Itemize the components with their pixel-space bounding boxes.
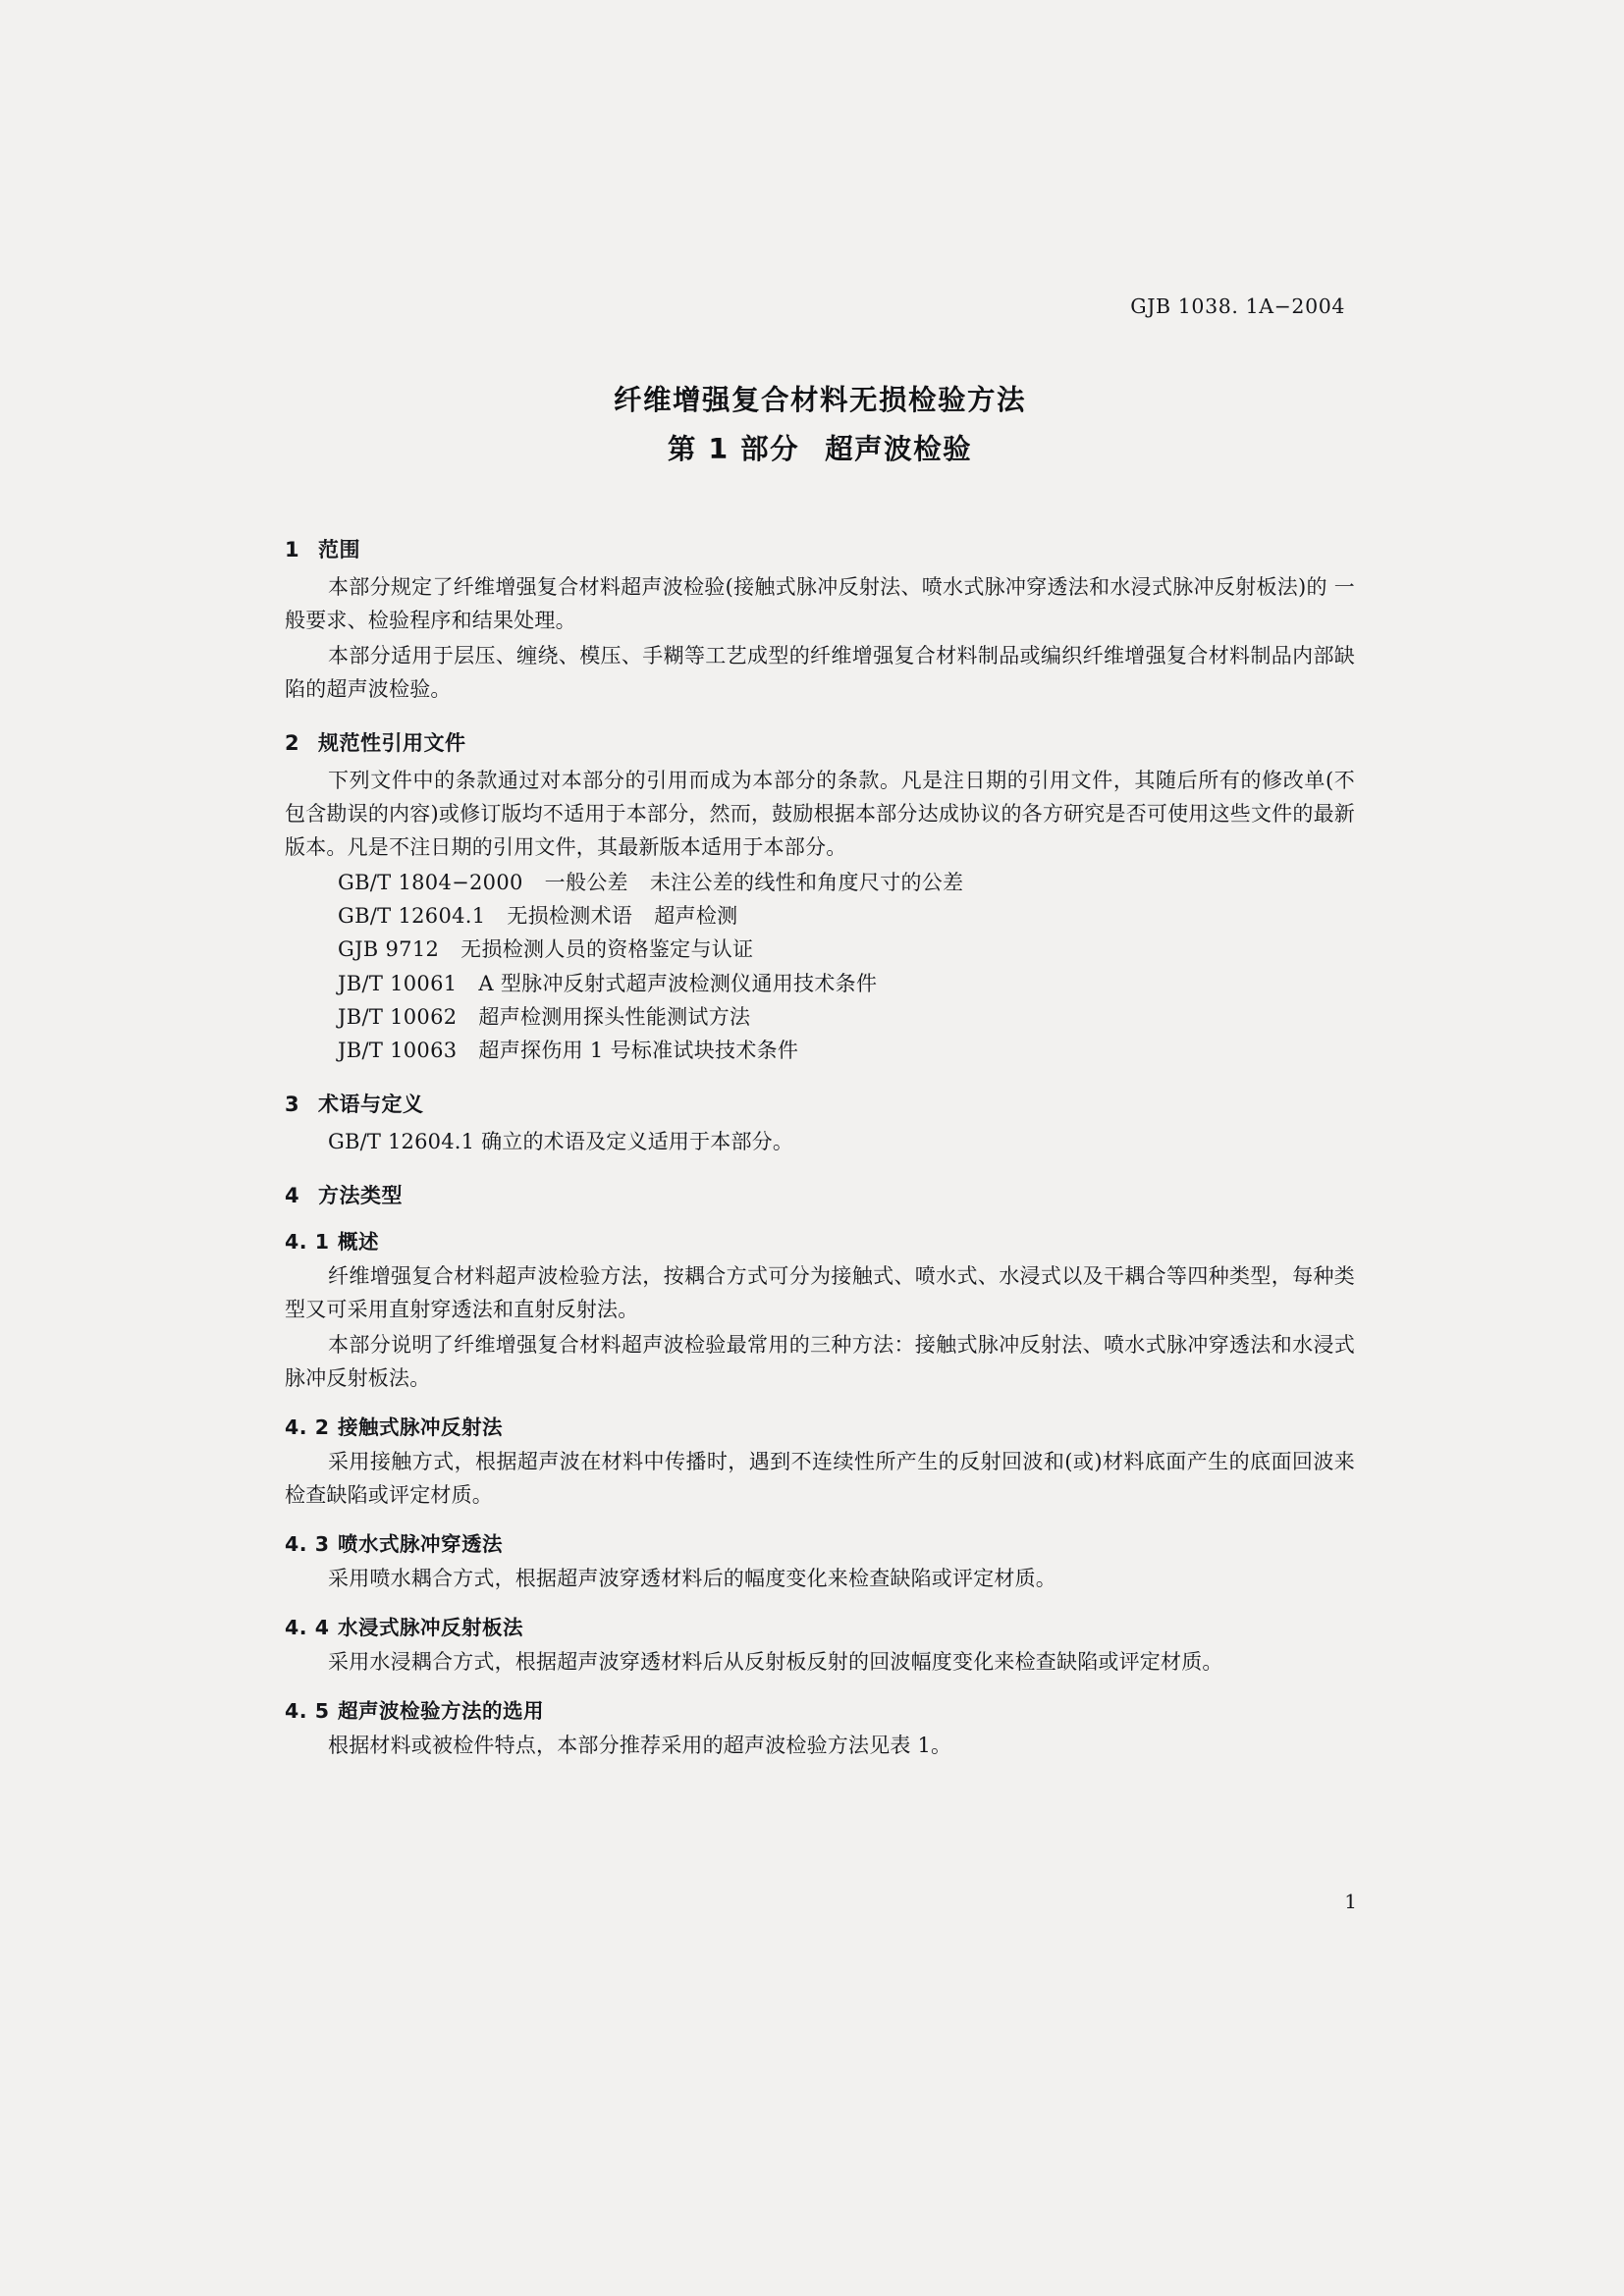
page-title xyxy=(285,379,1355,471)
reference-code: GB/T 12604.1 xyxy=(338,904,486,929)
subsection-heading-4-2 xyxy=(285,1411,1355,1440)
reference-item xyxy=(285,866,1355,899)
reference-item xyxy=(285,933,1355,966)
subsection-title: 接触式脉冲反射法 xyxy=(338,1415,503,1439)
reference-code: GJB 9712 xyxy=(338,937,440,962)
paragraph: 采用接触方式，根据超声波在材料中传播时，遇到不连续性所产生的反射回波和(或)材料底面产生的底面回波来检查缺陷或评定材质。 xyxy=(285,1449,1355,1507)
subsection-title: 超声波检验方法的选用 xyxy=(338,1698,544,1723)
paragraph: 下列文件中的条款通过对本部分的引用而成为本部分的条款。凡是注日期的引用文件，其随后所有的修改单(不包含勘误的内容)或修订版均不适用于本部分，然而，鼓励根据本部分达成协议的各方研究是否可使用这些文件的最新版本。凡是不注日期的引用文件，其最新版本适用于本部分。 xyxy=(285,769,1355,860)
paragraph: 采用喷水耦合方式，根据超声波穿透材料后的幅度变化来检查缺陷或评定材质。 xyxy=(328,1566,1056,1590)
section-heading-3 xyxy=(285,1089,1355,1118)
subsection-heading-4-5 xyxy=(285,1694,1355,1724)
reference-item xyxy=(285,1000,1355,1034)
paragraph: 采用水浸耦合方式，根据超声波穿透材料后从反射板反射的回波幅度变化来检查缺陷或评定材质。 xyxy=(328,1649,1223,1674)
title-part-name: 超声波检验 xyxy=(825,433,973,466)
section-number: 1 xyxy=(285,538,300,562)
subsection-number: 4. 4 xyxy=(285,1615,330,1639)
reference-item xyxy=(285,899,1355,933)
section-heading-2 xyxy=(285,727,1355,757)
paragraph: 本部分说明了纤维增强复合材料超声波检验最常用的三种方法：接触式脉冲反射法、喷水式脉冲穿透法和水浸式脉冲反射板法。 xyxy=(285,1332,1355,1390)
subsection-number: 4. 3 xyxy=(285,1531,330,1556)
reference-item xyxy=(285,1034,1355,1067)
reference-code: JB/T 10061 xyxy=(338,971,458,995)
section-number: 3 xyxy=(285,1092,300,1116)
reference-name: A 型脉冲反射式超声波检测仪通用技术条件 xyxy=(478,971,878,995)
title-part-label: 第 1 部分 xyxy=(667,433,800,466)
subsection-title: 概述 xyxy=(338,1229,379,1254)
reference-subname: 未注公差的线性和角度尺寸的公差 xyxy=(649,871,964,895)
reference-code: JB/T 10062 xyxy=(338,1004,458,1029)
section-heading-1 xyxy=(285,534,1355,563)
paragraph: GB/T 12604.1 确立的术语及定义适用于本部分。 xyxy=(328,1129,794,1153)
standard-number: GJB 1038. 1A−2004 xyxy=(1130,294,1345,318)
reference-name: 超声检测用探头性能测试方法 xyxy=(478,1004,751,1029)
title-line-1: 纤维增强复合材料无损检验方法 xyxy=(613,384,1026,416)
section-number: 4 xyxy=(285,1183,300,1207)
reference-name: 无损检测人员的资格鉴定与认证 xyxy=(460,937,754,962)
section-title: 范围 xyxy=(318,538,360,562)
title-line-2 xyxy=(285,428,1355,471)
page-number: 1 xyxy=(1344,1890,1357,1913)
section-title: 术语与定义 xyxy=(318,1092,424,1116)
reference-name: 无损检测术语 xyxy=(507,904,633,929)
paragraph: 本部分适用于层压、缠绕、模压、手糊等工艺成型的纤维增强复合材料制品或编织纤维增强复合材料制品内部缺陷的超声波检验。 xyxy=(285,644,1355,702)
reference-subname: 超声检测 xyxy=(654,904,738,929)
section-number: 2 xyxy=(285,731,300,756)
reference-code: GB/T 1804−2000 xyxy=(338,871,523,895)
subsection-heading-4-3 xyxy=(285,1527,1355,1557)
subsection-title: 水浸式脉冲反射板法 xyxy=(338,1615,523,1639)
subsection-title: 喷水式脉冲穿透法 xyxy=(338,1531,503,1556)
page-content xyxy=(285,294,1355,1764)
reference-item xyxy=(285,967,1355,1000)
document-body xyxy=(285,534,1355,1761)
reference-code: JB/T 10063 xyxy=(338,1038,458,1062)
subsection-number: 4. 1 xyxy=(285,1229,330,1254)
section-heading-4 xyxy=(285,1180,1355,1209)
paragraph: 纤维增强复合材料超声波检验方法，按耦合方式可分为接触式、喷水式、水浸式以及干耦合等四种类型，每种类型又可采用直射穿透法和直射反射法。 xyxy=(285,1263,1355,1321)
section-title: 方法类型 xyxy=(318,1183,403,1207)
subsection-number: 4. 2 xyxy=(285,1415,330,1439)
reference-name: 超声探伤用 1 号标准试块技术条件 xyxy=(478,1038,799,1062)
reference-name: 一般公差 xyxy=(544,871,628,895)
paragraph: 本部分规定了纤维增强复合材料超声波检验(接触式脉冲反射法、喷水式脉冲穿透法和水浸式脉冲反射板法)的 一般要求、检验程序和结果处理。 xyxy=(285,575,1355,633)
paragraph: 根据材料或被检件特点，本部分推荐采用的超声波检验方法见表 1。 xyxy=(328,1733,952,1757)
section-title: 规范性引用文件 xyxy=(318,731,466,756)
subsection-heading-4-4 xyxy=(285,1611,1355,1640)
subsection-number: 4. 5 xyxy=(285,1698,330,1723)
subsection-heading-4-1 xyxy=(285,1225,1355,1255)
